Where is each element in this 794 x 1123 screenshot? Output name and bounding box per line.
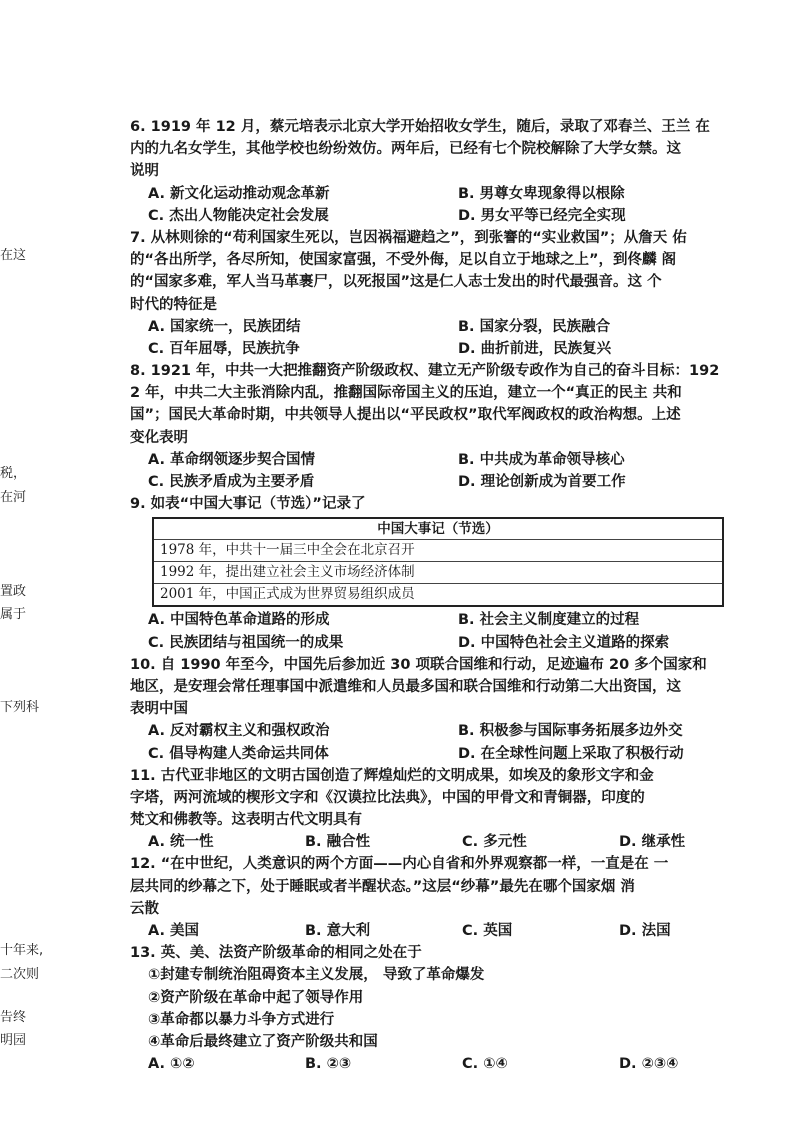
- answer-option[interactable]: C. 倡导构建人类命运共同体: [148, 745, 329, 762]
- answer-option[interactable]: A. 美国: [148, 923, 200, 939]
- question-text-line: 11. 古代亚非地区的文明古国创造了辉煌灿烂的文明成果，如埃及的象形文字和金: [130, 767, 654, 784]
- answer-option[interactable]: D. 在全球性问题上采取了积极行动: [458, 745, 684, 762]
- answer-options: [130, 831, 760, 853]
- margin-fragment: 税，: [0, 466, 27, 481]
- question-text-line: 13. 英、美、法资产阶级革命的相同之处在于: [130, 945, 422, 962]
- answer-options: [130, 316, 760, 360]
- margin-fragment: 十年来,: [0, 943, 44, 958]
- question-block: [130, 853, 760, 942]
- answer-options: [130, 183, 760, 227]
- question-text-line: 的“国家多难，军人当马革裹尸，以死报国”这是仁人志士发出的时代最强音。这 个: [130, 274, 662, 291]
- question-text-line: 变化表明: [130, 429, 188, 446]
- answer-option[interactable]: C. ①④: [462, 1056, 508, 1073]
- answer-option[interactable]: C. 杰出人物能决定社会发展: [148, 207, 329, 224]
- question-block: [130, 942, 760, 1075]
- table-title: 中国大事记（节选）: [154, 519, 722, 540]
- statement-item: ③革命都以暴力斗争方式进行: [148, 1011, 335, 1028]
- question-text-line: 云散: [130, 900, 159, 917]
- answer-options: [130, 609, 760, 653]
- answer-options: [130, 449, 760, 493]
- question-text-line: 梵文和佛教等。这表明古代文明具有: [130, 812, 362, 829]
- answer-option[interactable]: A. 反对霸权主义和强权政治: [148, 723, 330, 740]
- margin-fragment: 置政: [0, 584, 27, 599]
- margin-fragment: 告终: [0, 1010, 27, 1025]
- question-text-line: 时代的特征是: [130, 296, 217, 313]
- answer-option[interactable]: A. 国家统一，民族团结: [148, 318, 301, 335]
- answer-option[interactable]: D. 男女平等已经完全实现: [458, 207, 626, 224]
- question-text-line: 8. 1921 年，中共一大把推翻资产阶级政权、建立无产阶级专政作为自己的奋斗目标：192: [130, 363, 720, 380]
- answer-option[interactable]: B. 国家分裂，民族融合: [458, 318, 611, 335]
- answer-option[interactable]: C. 百年屈辱，民族抗争: [148, 340, 300, 357]
- margin-fragment: 在这: [0, 248, 27, 263]
- question-text-line: 9. 如表“中国大事记（节选）”记录了: [130, 496, 366, 513]
- table-row: 1992 年，提出建立社会主义市场经济体制: [154, 562, 722, 584]
- margin-fragment: 在河: [0, 490, 27, 505]
- question-block: [130, 360, 760, 493]
- answer-option[interactable]: B. 融合性: [305, 834, 371, 851]
- margin-fragment: 属于: [0, 607, 27, 622]
- question-block: [130, 654, 760, 765]
- answer-option[interactable]: B. 意大利: [305, 923, 371, 939]
- question-block: [130, 116, 760, 227]
- question-text-line: 层共同的纱幕之下，处于睡眠或者半醒状态。”这层“纱幕”最先在哪个国家烟 消: [130, 878, 635, 895]
- question-block: [130, 765, 760, 854]
- question-text-line: 10. 自 1990 年至今，中国先后参加近 30 项联合国维和行动，足迹遍布 20 多个国家和: [130, 656, 707, 673]
- question-text-line: 表明中国: [130, 701, 188, 718]
- answer-option[interactable]: B. 积极参与国际事务拓展多边外交: [458, 723, 683, 740]
- question-text-line: 地区，是安理会常任理事国中派遣维和人员最多国和联合国维和行动第二大出资国，这: [130, 678, 681, 695]
- answer-option[interactable]: D. 法国: [619, 923, 671, 939]
- answer-option[interactable]: A. 统一性: [148, 834, 214, 851]
- question-text-line: 12. “在中世纪，人类意识的两个方面——内心自省和外界观察都一样，一直是在 一: [130, 856, 669, 873]
- question-text-line: 国”；国民大革命时期，中共领导人提出以“平民政权”取代军阀政权的政治构想。上述: [130, 407, 681, 424]
- answer-option[interactable]: A. 革命纲领逐步契合国情: [148, 451, 316, 468]
- question-block: [130, 493, 760, 654]
- answer-options: [130, 1053, 760, 1075]
- question-text-line: 6. 1919 年 12 月，蔡元培表示北京大学开始招收女学生，随后，录取了邓春兰、王兰 在: [130, 119, 710, 135]
- answer-option[interactable]: D. 曲折前进，民族复兴: [458, 340, 612, 357]
- answer-option[interactable]: C. 多元性: [462, 834, 527, 851]
- question-text-line: 说明: [130, 163, 159, 180]
- statement-item: ④革命后最终建立了资产阶级共和国: [148, 1033, 378, 1050]
- events-table: [152, 517, 724, 607]
- margin-fragment: 下列科: [0, 700, 40, 715]
- answer-option[interactable]: C. 英国: [462, 923, 513, 939]
- answer-options: [130, 720, 760, 764]
- margin-fragment: 明园: [0, 1033, 27, 1048]
- answer-option[interactable]: D. ②③④: [619, 1056, 679, 1073]
- table-row: 1978 年，中共十一届三中全会在北京召开: [154, 540, 722, 562]
- answer-options: [130, 920, 760, 942]
- answer-option[interactable]: A. 中国特色革命道路的形成: [148, 612, 330, 629]
- answer-option[interactable]: B. 男尊女卑现象得以根除: [458, 185, 625, 202]
- statement-item: ①封建专制统治阻碍资本主义发展， 导致了革命爆发: [148, 967, 485, 984]
- answer-option[interactable]: C. 民族矛盾成为主要矛盾: [148, 474, 315, 490]
- question-list: [130, 116, 760, 1075]
- question-text-line: 2 年，中共二大主张消除内乱，推翻国际帝国主义的压迫，建立一个“真正的民主 共和: [130, 385, 682, 402]
- answer-option[interactable]: A. 新文化运动推动观念革新: [148, 185, 330, 202]
- answer-option[interactable]: B. 中共成为革命领导核心: [458, 451, 625, 468]
- answer-option[interactable]: D. 继承性: [619, 834, 686, 851]
- question-text-line: 的“各出所学，各尽所知，使国家富强，不受外侮，足以自立于地球之上”，到佟麟 阁: [130, 252, 677, 269]
- question-text-line: 字塔，两河流域的楔形文字和《汉谟拉比法典》，中国的甲骨文和青铜器，印度的: [130, 789, 645, 806]
- question-block: [130, 227, 760, 360]
- question-text-line: 内的九名女学生，其他学校也纷纷效仿。两年后，已经有七个院校解除了大学女禁。这: [130, 141, 681, 158]
- statement-item: ②资产阶级在革命中起了领导作用: [148, 989, 364, 1006]
- answer-option[interactable]: D. 理论创新成为首要工作: [458, 474, 626, 490]
- answer-option[interactable]: B. 社会主义制度建立的过程: [458, 612, 640, 629]
- answer-option[interactable]: D. 中国特色社会主义道路的探索: [458, 634, 670, 651]
- margin-fragment: 二次则: [0, 967, 40, 982]
- question-text-line: 7. 从林则徐的“苟利国家生死以，岂因祸福避趋之”，到张謇的“实业救国”；从詹天 佑: [130, 229, 687, 246]
- answer-option[interactable]: C. 民族团结与祖国统一的成果: [148, 634, 344, 651]
- table-row: 2001 年，中国正式成为世界贸易组织成员: [160, 586, 415, 603]
- answer-option[interactable]: A. ①②: [148, 1056, 195, 1073]
- answer-option[interactable]: B. ②③: [305, 1056, 352, 1073]
